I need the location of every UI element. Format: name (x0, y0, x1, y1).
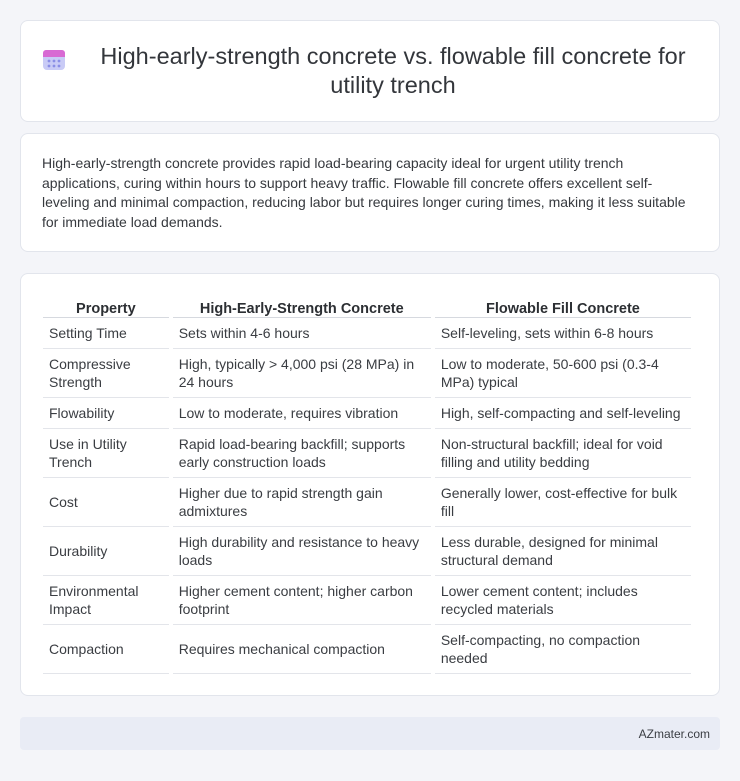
cell-ff: Less durable, designed for minimal structural demand (435, 527, 691, 576)
cell-hes: High, typically > 4,000 psi (28 MPa) in 24 hours (173, 349, 431, 398)
cell-property: Use in Utility Trench (43, 429, 169, 478)
title-wrap (41, 42, 699, 100)
table-row (43, 478, 691, 527)
cell-ff: Self-compacting, no compaction needed (435, 625, 691, 674)
cell-ff: Lower cement content; includes recycled materials (435, 576, 691, 625)
cell-hes: High durability and resistance to heavy loads (173, 527, 431, 576)
header-high-early-strength: High-Early-Strength Concrete (173, 294, 431, 318)
footer-site-link[interactable]: AZmater.com (638, 726, 710, 741)
cell-property: Environmental Impact (43, 576, 169, 625)
cell-property: Setting Time (43, 318, 169, 349)
cell-property: Compressive Strength (43, 349, 169, 398)
footer-bar (20, 717, 720, 750)
calendar-icon (41, 46, 67, 72)
comparison-table (39, 294, 695, 674)
table-row (43, 527, 691, 576)
cell-property: Flowability (43, 398, 169, 429)
table-header-row (43, 294, 691, 318)
summary-card (20, 133, 720, 252)
cell-property: Compaction (43, 625, 169, 674)
table-row (43, 429, 691, 478)
title-card (20, 20, 720, 122)
cell-hes: Sets within 4-6 hours (173, 318, 431, 349)
cell-ff: High, self-compacting and self-leveling (435, 398, 691, 429)
page-title: High-early-strength concrete vs. flowable fill concrete for utility trench (100, 43, 686, 98)
cell-property: Durability (43, 527, 169, 576)
comparison-table-card (20, 273, 720, 696)
header-flowable-fill: Flowable Fill Concrete (435, 294, 691, 318)
table-row (43, 625, 691, 674)
cell-ff: Non-structural backfill; ideal for void filling and utility bedding (435, 429, 691, 478)
cell-hes: Higher cement content; higher carbon footprint (173, 576, 431, 625)
cell-ff: Low to moderate, 50-600 psi (0.3-4 MPa) typical (435, 349, 691, 398)
table-row (43, 576, 691, 625)
cell-hes: Higher due to rapid strength gain admixtures (173, 478, 431, 527)
cell-ff: Generally lower, cost-effective for bulk fill (435, 478, 691, 527)
table-row (43, 398, 691, 429)
cell-hes: Rapid load-bearing backfill; supports early construction loads (173, 429, 431, 478)
cell-ff: Self-leveling, sets within 6-8 hours (435, 318, 691, 349)
table-row (43, 318, 691, 349)
summary-text: High-early-strength concrete provides rapid load-bearing capacity ideal for urgent utility trench applications, curing within hours to support heavy traffic. Flowable fill concrete offers excellent self-leveling and minimal compaction, reducing labor but requires longer curing times, making it less suitable for immediate load demands. (42, 155, 686, 230)
cell-hes: Requires mechanical compaction (173, 625, 431, 674)
header-property: Property (43, 294, 169, 318)
cell-hes: Low to moderate, requires vibration (173, 398, 431, 429)
table-row (43, 349, 691, 398)
cell-property: Cost (43, 478, 169, 527)
